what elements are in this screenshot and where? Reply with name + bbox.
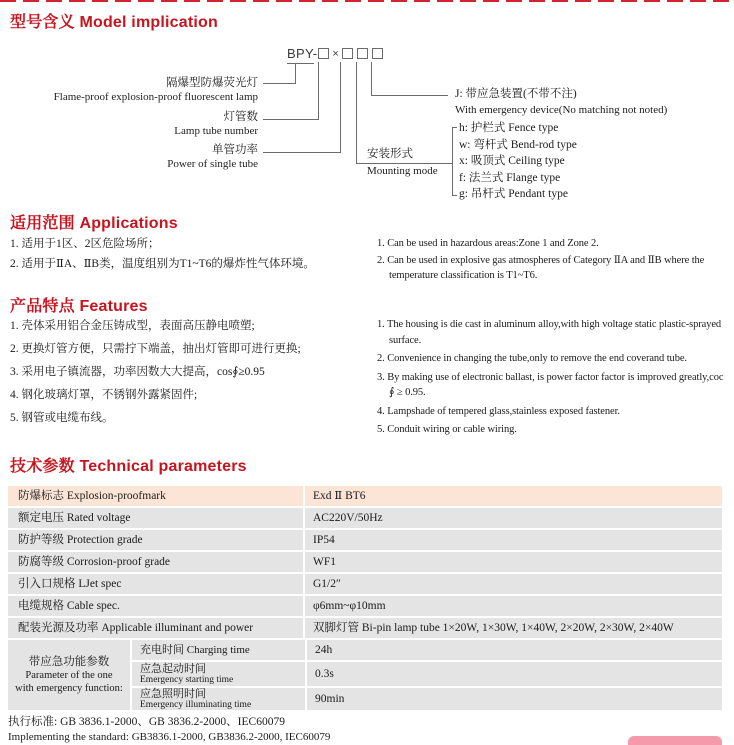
standards-footer	[8, 715, 330, 745]
label-single-tube-power	[0, 143, 258, 171]
param-value: φ6mm~φ10mm	[305, 596, 722, 616]
connector-line	[263, 119, 319, 120]
param-value: G1/2″	[305, 574, 722, 594]
param-value: IP54	[305, 530, 722, 550]
table-row	[8, 508, 722, 528]
table-row	[8, 618, 722, 638]
param-sub-label-cn: 应急照明时间	[140, 687, 206, 700]
mounting-option-bend-rod: w: 弯杆式 Bend-rod type	[459, 138, 577, 151]
label-lamp-type-en: Flame-proof explosion-proof fluorescent lamp	[53, 91, 258, 103]
param-sub-label-cn: 应急起动时间	[140, 662, 206, 675]
label-lamp-type	[0, 76, 258, 104]
applications-en-item: 1. Can be used in hazardous areas:Zone 1 and Zone 2.	[377, 238, 599, 249]
features-en-item: 1. The housing is die cast in aluminum alloy,with high voltage static plastic-sprayed surface.	[377, 319, 722, 346]
model-code	[287, 46, 383, 61]
emergency-sub-rows	[132, 640, 722, 710]
emergency-device-note-en: With emergency device(No matching not noted)	[455, 104, 668, 116]
label-mounting-mode	[367, 147, 438, 178]
param-sub-label	[132, 640, 305, 660]
emergency-device-note	[455, 86, 667, 118]
param-value: 24h	[307, 640, 722, 660]
label-single-tube-power-en: Power of single tube	[167, 158, 258, 170]
section-heading-model: 型号含义 Model implication	[10, 14, 218, 31]
table-row	[8, 530, 722, 550]
table-row	[8, 552, 722, 572]
page-corner-badge	[628, 736, 722, 745]
mounting-option-fence: h: 护栏式 Fence type	[459, 122, 559, 134]
multiply-sign: ×	[332, 47, 339, 60]
options-bracket	[452, 127, 457, 128]
param-label: 防护等级 Protection grade	[8, 530, 303, 550]
param-sub-label	[132, 688, 305, 710]
connector-line	[263, 152, 341, 153]
label-tube-number-cn: 灯管数	[223, 111, 258, 123]
connector-line	[287, 63, 314, 64]
mounting-option-flange: f: 法兰式 Flange type	[459, 171, 561, 184]
param-label: 防爆标志 Explosion-proofmark	[8, 486, 303, 506]
connector-line	[295, 64, 296, 83]
applications-cn-item: 2. 适用于ⅡA、ⅡB类，温度组别为T1~T6的爆炸性气体环境。	[10, 258, 315, 270]
emergency-group-label-cn: 带应急功能参数	[28, 656, 110, 668]
connector-line	[356, 62, 357, 164]
emergency-group-label-en2: with emergency function:	[15, 683, 123, 694]
applications-cn-list	[10, 238, 315, 278]
features-cn-list	[10, 320, 301, 435]
emergency-group-label	[8, 640, 130, 710]
label-lamp-type-cn: 隔爆型防爆荧光灯	[166, 77, 258, 89]
param-sub-label-en: Emergency illuminating time	[140, 699, 252, 710]
connector-line	[371, 62, 372, 96]
table-row	[8, 486, 722, 506]
standards-footer-cn: 执行标准: GB 3836.1-2000、GB 3836.2-2000、IEC60079	[8, 716, 285, 728]
table-row	[8, 596, 722, 616]
section-heading-applications: 适用范围 Applications	[10, 215, 178, 232]
model-code-prefix: BPY-	[287, 46, 318, 61]
param-value: WF1	[305, 552, 722, 572]
connector-line	[263, 83, 296, 84]
model-code-box-4	[372, 48, 383, 59]
mounting-option-pendant: g: 吊杆式 Pendant type	[459, 188, 568, 200]
standards-footer-en: Implementing the standard: GB3836.1-2000, GB3836.2-2000, IEC60079	[8, 731, 331, 743]
section-heading-features: 产品特点 Features	[10, 298, 148, 315]
label-tube-number	[0, 110, 258, 138]
param-value: 双脚灯管 Bi-pin lamp tube 1×20W, 1×30W, 1×40W, 2×20W, 2×30W, 2×40W	[305, 618, 722, 638]
features-cn-item: 1. 壳体采用铝合金压铸成型，表面高压静电喷塑;	[10, 320, 255, 332]
mounting-options	[459, 120, 577, 203]
label-mounting-mode-en: Mounting mode	[367, 165, 438, 177]
features-en-item: 3. By making use of electronic ballast, is power factor factor is improved greatly,coc ∮ ≥ 0.95.	[377, 371, 724, 398]
features-en-item: 4. Lampshade of tempered glass,stainless exposed fastener.	[377, 405, 620, 417]
model-code-box-3	[357, 48, 368, 59]
param-label: 配装光源及功率 Applicable illuminant and power	[8, 618, 303, 638]
page-top-divider	[0, 0, 734, 2]
param-value: Exd Ⅱ BT6	[305, 486, 722, 506]
connector-line	[318, 62, 319, 119]
emergency-function-group	[8, 640, 722, 710]
table-row	[8, 574, 722, 594]
param-sub-label-cn: 充电时间 Charging time	[140, 643, 250, 656]
param-label: 防腐等级 Corrosion-proof grade	[8, 552, 303, 572]
mounting-option-ceiling: x: 吸顶式 Ceiling type	[459, 155, 565, 167]
param-value: 0.3s	[307, 662, 722, 686]
param-value: AC220V/50Hz	[305, 508, 722, 528]
table-row	[132, 640, 722, 660]
param-label: 额定电压 Rated voltage	[8, 508, 303, 528]
section-heading-parameters: 技术参数 Technical parameters	[10, 458, 247, 475]
applications-en-list	[377, 236, 730, 285]
table-row	[132, 688, 722, 710]
label-tube-number-en: Lamp tube number	[174, 125, 258, 137]
features-en-list	[377, 317, 730, 441]
features-cn-item: 4. 钢化玻璃灯罩，不锈钢外露紧固件;	[10, 389, 198, 401]
features-cn-item: 3. 采用电子镇流器，功率因数大大提高，cos∮≥0.95	[10, 366, 265, 378]
options-bracket	[452, 127, 453, 196]
model-code-box-1	[318, 48, 329, 59]
options-bracket	[452, 195, 457, 196]
param-value: 90min	[307, 688, 722, 710]
model-code-box-2	[342, 48, 353, 59]
label-mounting-mode-cn: 安装形式	[367, 148, 413, 160]
connector-line	[372, 95, 448, 96]
label-single-tube-power-cn: 单管功率	[212, 144, 258, 156]
emergency-group-label-en1: Parameter of the one	[25, 670, 113, 681]
param-label: 电缆规格 Cable spec.	[8, 596, 303, 616]
connector-line	[340, 62, 341, 152]
param-sub-label	[132, 662, 305, 686]
technical-parameters-table	[8, 486, 722, 710]
features-en-item: 2. Convenience in changing the tube,only to remove the end coverand tube.	[377, 353, 687, 364]
emergency-device-note-cn: J: 带应急装置(不带不注)	[455, 88, 577, 100]
features-cn-item: 5. 钢管或电缆布线。	[10, 412, 114, 424]
applications-en-item: 2. Can be used in explosive gas atmospheres of Category ⅡA and ⅡB where the temperature classification is T1~T6.	[377, 254, 705, 281]
features-en-item: 5. Conduit wiring or cable wiring.	[377, 424, 517, 435]
param-label: 引入口规格 LJet spec	[8, 574, 303, 594]
features-cn-item: 2. 更换灯管方便，只需拧下端盖，抽出灯管即可进行更换;	[10, 343, 301, 355]
table-row	[132, 662, 722, 686]
param-sub-label-en: Emergency starting time	[140, 674, 234, 685]
applications-cn-item: 1. 适用于1区、2区危险场所；	[10, 238, 160, 250]
